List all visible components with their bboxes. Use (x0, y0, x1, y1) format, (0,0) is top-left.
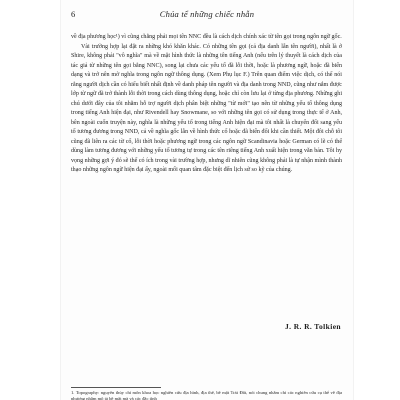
book-page (61, 0, 353, 400)
page-header (71, 9, 343, 22)
running-title: Chúa tể những chiếc nhẫn (159, 9, 255, 19)
footnote: 1. Topography: nguyên thủy chỉ môn khoa học nghiên cứu địa hình, địa thế, bề mặt Trái Đất, nói chung nhằm chỉ các nghiên cứu cụ thể về địa phương nhằm mô tả bề mặt mà và các đặc tính (71, 390, 342, 400)
footnote-divider (71, 387, 161, 388)
author-signature: J. R. R. Tolkien (285, 322, 341, 331)
body-text (71, 33, 342, 176)
body-paragraph: Vài trường hợp lại đặt ra những khó khăn khác. Có những tên gọi (cả địa danh lẫn tên người), nhất là ở Shire, không phải "vô nghĩa" mà về mặt hình thức là những tên tiếng Anh (nếu trên lý thuyết là cách dịch của tác giả từ những tên gọi bằng NNC), song lại chưa các yếu tố đã lỗi thời, hoặc là phương ngữ, hoặc đã biến dạng và trở nên mờ nghĩa trong ngôn ngữ thông dụng. (Xem Phụ lục F.) Trên quan điểm việc dịch, có thể nói rằng người dịch cần có hiểu biết nhất định về danh pháp tên người và địa danh trong NND, cũng như nắm được lớp từ ngữ đã trở thành lỗi thời trong cách dùng thông dụng, hoặc chỉ còn lưu lại ở từng địa phương. Những ghi chú dưới đây của tôi nhằm hỗ trợ người dịch phân biệt những "từ mới" tạo nên từ những yếu tố thông dụng trong tiếng Anh hiện đại, như Rivendell hay Snowmane, so với những tên gọi có sử dụng trong thực tế ở Anh, bên ngoài cuốn truyện này, nghĩa là những yếu tố trong tiếng Anh hiện đại mà tôi nhất là chuyển đổi sang yếu tố tương đương trong NND, cả về nghĩa gốc lẫn về hình thức cổ hoặc đã biến đổi khi cần thiết. Một đôi chỗ tôi cũng đã liên ra các từ cổ, lỗi thời hoặc phương ngữ trong các ngôn ngữ Scandinavia hoặc German có lẽ có thể dùng làm tương đương với những yếu tố tương tự trong các tên riêng tiếng Anh xuất hiện trong văn bản. Tôi hy vọng những gợi ý đó sẽ thể có ích trong vài trường hợp, nhưng dĩ nhiên cũng không phải là tự nhận mình thành thạo những ngôn ngữ hiện đại ấy, ngoài mối quan tâm đặc biệt đến lịch sử so kỹ của chúng. (71, 43, 342, 173)
body-paragraph: về địa phương học¹) vì cũng chẳng phải mọi tên NNC đều là cách dịch chính xác từ tên gọi trong ngôn ngữ gốc. (71, 34, 342, 40)
page-number: 6 (71, 9, 76, 19)
